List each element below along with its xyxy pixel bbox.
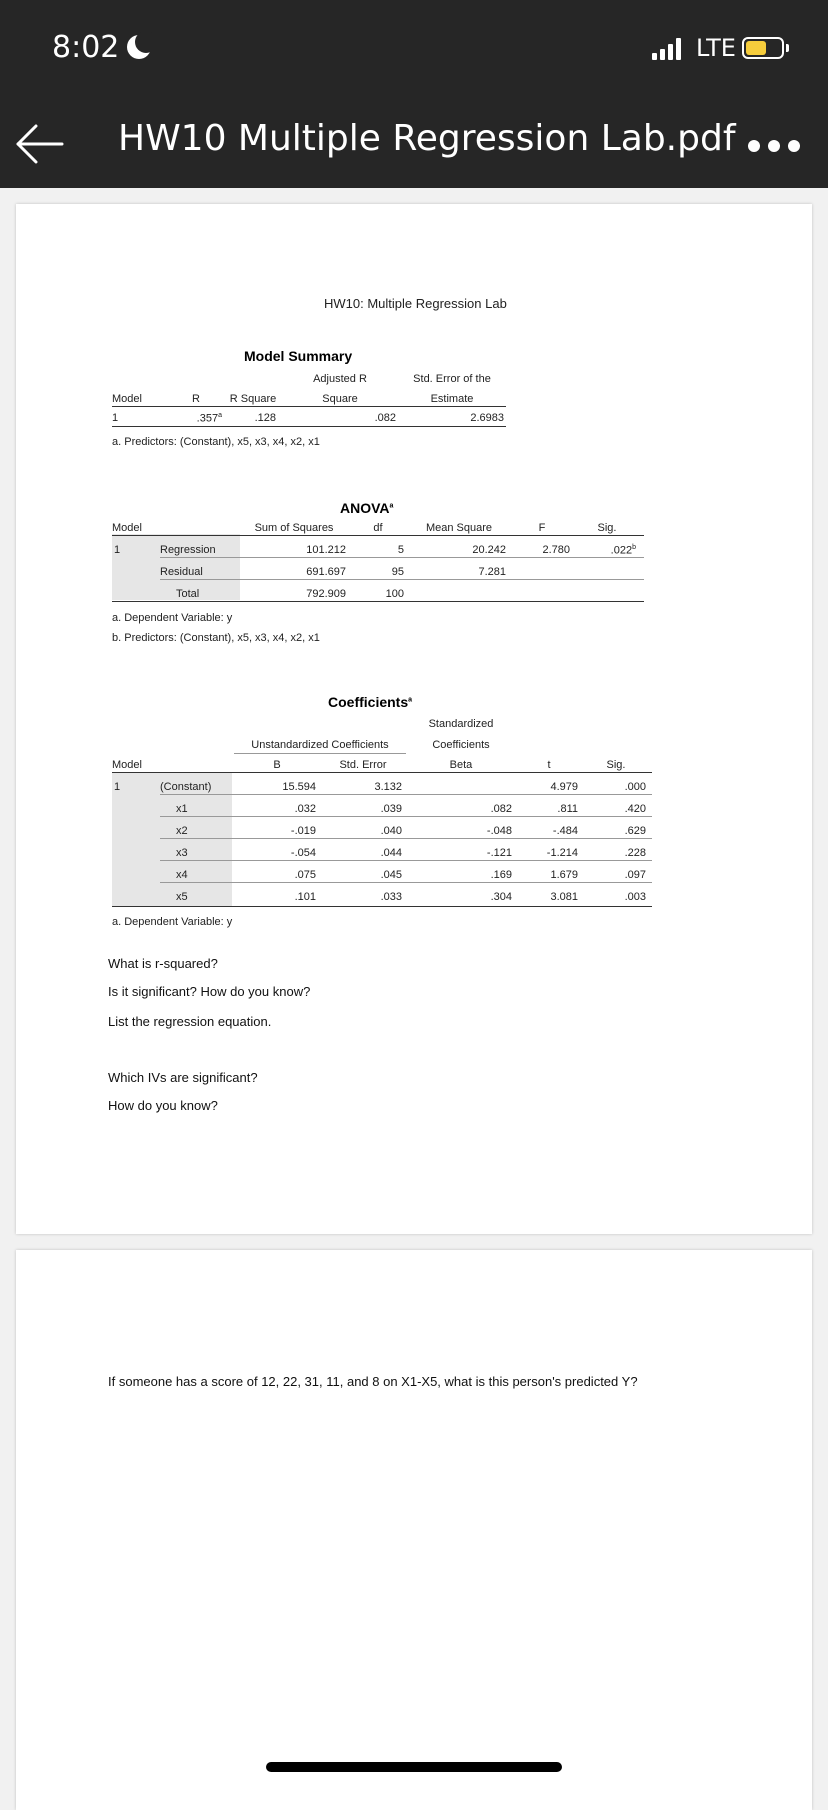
coef-model-number: 1 <box>114 781 121 793</box>
ms-row-se: 2.6983 <box>470 412 504 424</box>
coefficients-title: Coefficients$^a$ <box>328 694 413 710</box>
page-heading: HW10: Multiple Regression Lab <box>324 296 507 311</box>
do-not-disturb-moon-icon <box>127 35 151 59</box>
coef-cell-se: .033 <box>380 891 402 903</box>
question-significant-ivs: Which IVs are significant? <box>108 1070 258 1085</box>
question-significance: Is it significant? How do you know? <box>108 984 311 999</box>
coef-cell-b: 15.594 <box>282 781 316 793</box>
coef-row-label: x2 <box>176 825 188 837</box>
coef-row-rule <box>160 860 652 861</box>
coef-cell-sig: .097 <box>624 869 646 881</box>
anova-cell-sig: .022$^b$ <box>610 544 636 557</box>
coef-header-std-2: Coefficients <box>432 739 490 751</box>
ms-header-rule <box>112 406 506 407</box>
coef-cell-t: .811 <box>557 803 578 815</box>
anova-row-label: Total <box>176 588 200 600</box>
anova-header-model: Model <box>112 522 142 534</box>
coef-cell-sig: .420 <box>624 803 646 815</box>
coef-cell-sig: .000 <box>624 781 646 793</box>
anova-header-f: F <box>538 522 546 534</box>
coef-row-label: x5 <box>176 891 188 903</box>
anova-cell-ms: 20.242 <box>472 544 506 556</box>
anova-cell-ms: 7.281 <box>478 566 506 578</box>
coef-row-rule <box>160 816 652 817</box>
coef-footnote: a. Dependent Variable: y <box>112 916 233 928</box>
anova-row-rule <box>160 557 644 558</box>
coef-row-label: (Constant) <box>160 781 212 793</box>
battery-tip <box>786 44 789 52</box>
coef-header-beta: Beta <box>449 759 473 771</box>
anova-cell-df: 5 <box>397 544 404 556</box>
coef-cell-b: -.054 <box>290 847 316 859</box>
coef-cell-t: 3.081 <box>550 891 578 903</box>
coef-row-rule <box>160 838 652 839</box>
ms-row-adj-r: .082 <box>374 412 396 424</box>
anova-cell-ss: 792.909 <box>306 588 346 600</box>
battery-icon <box>742 37 784 59</box>
anova-footnote-b: b. Predictors: (Constant), x5, x3, x4, x2, x1 <box>112 632 320 644</box>
anova-cell-ss: 691.697 <box>306 566 346 578</box>
coef-header-b: B <box>273 759 281 771</box>
anova-bottom-rule <box>112 601 644 602</box>
coef-cell-t: -.484 <box>552 825 578 837</box>
ms-header-r-square: R Square <box>229 393 277 405</box>
coef-row-label: x4 <box>176 869 188 881</box>
coef-cell-sig: .629 <box>624 825 646 837</box>
anova-cell-f: 2.780 <box>542 544 570 556</box>
anova-row-label: Residual <box>160 566 203 578</box>
status-bar <box>0 0 828 100</box>
coef-header-sig: Sig. <box>606 759 626 771</box>
coef-row-rule <box>160 794 652 795</box>
ms-header-model: Model <box>112 393 142 405</box>
pdf-page-1 <box>16 204 812 1234</box>
anova-header-df: df <box>373 522 383 534</box>
coef-header-model: Model <box>112 759 142 771</box>
coef-cell-beta: .304 <box>490 891 512 903</box>
coef-cell-b: .075 <box>294 869 316 881</box>
coef-cell-b: -.019 <box>290 825 316 837</box>
question-how-know: How do you know? <box>108 1098 218 1113</box>
anova-row-rule <box>160 579 644 580</box>
coef-unstd-rule <box>234 753 406 754</box>
anova-cell-df: 100 <box>385 588 404 600</box>
network-type-label: LTE <box>696 34 736 62</box>
coef-header-se: Std. Error <box>339 759 387 771</box>
coef-cell-se: 3.132 <box>374 781 402 793</box>
status-time: 8:02 <box>52 30 151 65</box>
anova-cell-df: 95 <box>391 566 404 578</box>
coef-cell-se: .040 <box>380 825 402 837</box>
coef-cell-b: .032 <box>294 803 316 815</box>
coef-cell-beta: -.121 <box>486 847 512 859</box>
ms-footnote: a. Predictors: (Constant), x5, x3, x4, x2, x1 <box>112 436 320 448</box>
coef-cell-se: .045 <box>380 869 402 881</box>
coef-cell-beta: .082 <box>490 803 512 815</box>
coef-cell-sig: .228 <box>624 847 646 859</box>
coef-bottom-rule <box>112 906 652 907</box>
ms-row-r: .357$^a$ <box>196 412 222 425</box>
back-arrow-icon[interactable] <box>14 118 66 170</box>
coef-cell-beta: .169 <box>490 869 512 881</box>
anova-footnote-a: a. Dependent Variable: y <box>112 612 233 624</box>
coef-cell-sig: .003 <box>624 891 646 903</box>
ms-header-r: R <box>192 393 200 405</box>
anova-title: ANOVA$^a$ <box>340 500 394 516</box>
ms-bottom-rule <box>112 426 506 427</box>
coef-cell-beta: -.048 <box>486 825 512 837</box>
model-summary-title: Model Summary <box>244 348 353 364</box>
coef-cell-b: .101 <box>294 891 316 903</box>
anova-header-ms: Mean Square <box>425 522 493 534</box>
document-title: HW10 Multiple Regression Lab.pdf <box>118 118 736 159</box>
coef-cell-t: 1.679 <box>550 869 578 881</box>
coef-cell-t: 4.979 <box>550 781 578 793</box>
coef-header-t: t <box>547 759 551 771</box>
coef-row-rule <box>160 882 652 883</box>
anova-header-rule <box>112 535 644 536</box>
anova-cell-ss: 101.212 <box>306 544 346 556</box>
anova-row-label: Regression <box>160 544 216 556</box>
ms-header-se-2: Estimate <box>430 393 474 405</box>
coef-header-unstd: Unstandardized Coefficients <box>251 739 389 751</box>
ms-row-model: 1 <box>112 412 119 424</box>
ms-header-adj-r-2: Square <box>322 393 358 405</box>
question-r-squared: What is r-squared? <box>108 956 218 971</box>
question-predicted-y: If someone has a score of 12, 22, 31, 11, and 8 on X1-X5, what is this person's predicted Y? <box>108 1374 638 1389</box>
anova-model-number: 1 <box>114 544 121 556</box>
ms-row-r-square: .128 <box>254 412 276 424</box>
coef-row-label: x1 <box>176 803 188 815</box>
cellular-signal-icon <box>652 38 682 60</box>
home-indicator[interactable] <box>266 1762 562 1772</box>
question-regression-equation: List the regression equation. <box>108 1014 272 1029</box>
coef-cell-t: -1.214 <box>546 847 578 859</box>
pdf-page-2 <box>16 1250 812 1810</box>
more-options-icon[interactable] <box>748 140 800 152</box>
coef-cell-se: .044 <box>380 847 402 859</box>
anova-header-ss: Sum of Squares <box>254 522 334 534</box>
coef-header-std-1: Standardized <box>428 718 494 730</box>
document-nav-bar <box>0 100 828 188</box>
coef-row-label: x3 <box>176 847 188 859</box>
coef-cell-se: .039 <box>380 803 402 815</box>
ms-header-se-1: Std. Error of the <box>413 373 491 385</box>
ms-header-adj-r-1: Adjusted R <box>313 373 367 385</box>
anova-header-sig: Sig. <box>597 522 617 534</box>
